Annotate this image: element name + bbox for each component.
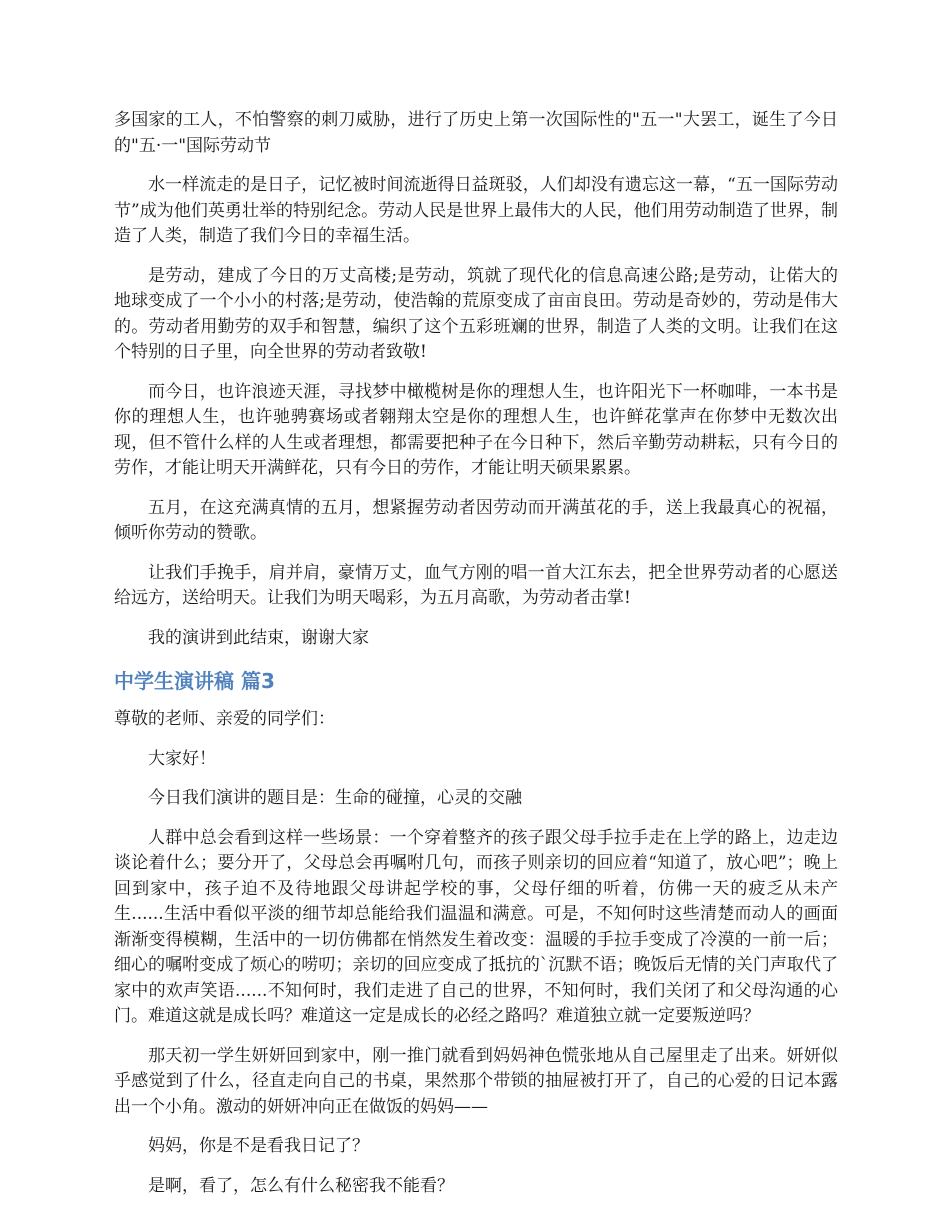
document-page xyxy=(114,108,838,1213)
section-before xyxy=(114,108,838,651)
paragraph: 今日我们演讲的题目是：生命的碰撞，心灵的交融 xyxy=(148,788,522,808)
paragraph: 妈妈，你是不是看我日记了？ xyxy=(148,1136,369,1156)
paragraph: 大家好！ xyxy=(148,748,216,769)
paragraph: 我的演讲到此结束，谢谢大家 xyxy=(148,627,369,648)
paragraph: 水一样流走的是日子，记忆被时间流逝得日益斑驳，人们却没有遗忘这一幕，“五一国际劳动节”成为他们英勇壮举的特别纪念。劳动人民是世界上最伟大的人民，他们用劳动制造了世界，制造了人类，制造了我们今日的幸福生活。 xyxy=(114,175,838,246)
paragraph: 而今日，也许浪迹天涯，寻找梦中橄榄树是你的理想人生，也许阳光下一杯咖啡，一本书是你的理想人生，也许驰骋赛场或者翱翔太空是你的理想人生，也许鲜花掌声在你梦中无数次出现，但不管什么样的人生或者理想，都需要把种子在今日种下，然后辛勤劳动耕耘，只有今日的劳作，才能让明天开满鲜花，只有今日的劳作，才能让明天硕果累累。 xyxy=(114,381,838,478)
section-heading: 中学生演讲稿 篇3 xyxy=(114,669,275,693)
paragraph: 多国家的工人，不怕警察的刺刀威胁，进行了历史上第一次国际性的"五一"大罢工，诞生了今日的"五·一"国际劳动节 xyxy=(114,110,838,156)
paragraph: 尊敬的老师、亲爱的同学们： xyxy=(114,709,335,729)
paragraph: 人群中总会看到这样一些场景：一个穿着整齐的孩子跟父母手拉手走在上学的路上，边走边谈论着什么；要分开了，父母总会再嘱咐几句，而孩子则亲切的回应着“知道了，放心吧”；晚上回到家中，孩子迫不及待地跟父母讲起学校的事，父母仔细的听着，仿佛一天的疲乏从未产生......生活中看似平淡的细节却总能给我们温温和满意。可是，不知何时这些清楚而动人的画面渐渐变得模糊，生活中的一切仿佛都在悄然发生着改变：温暖的手拉手变成了冷漠的一前一后；细心的嘱咐变成了烦心的唠叨；亲切的回应变成了抵抗的`沉默不语；晚饭后无情的关门声取代了家中的欢声笑语......不知何时，我们走进了自己的世界，不知何时，我们关闭了和父母沟通的心门。难道这就是成长吗？难道这一定是成长的必经之路吗？难道独立就一定要叛逆吗？ xyxy=(114,827,838,1026)
paragraph: 那天初一学生妍妍回到家中，刚一推门就看到妈妈神色慌张地从自己屋里走了出来。妍妍似乎感觉到了什么，径直走向自己的书桌，果然那个带锁的抽屉被打开了，自己的心爱的日记本露出一个小角。激动的妍妍冲向正在做饭的妈妈—— xyxy=(114,1045,838,1117)
section-after xyxy=(114,707,838,1199)
paragraph: 五月，在这充满真情的五月，想紧握劳动者因劳动而开满茧花的手，送上我最真心的祝福，倾听你劳动的赞歌。 xyxy=(114,497,838,543)
paragraph: 是啊，看了，怎么有什么秘密我不能看？ xyxy=(148,1175,454,1196)
paragraph: 让我们手挽手，肩并肩，豪情万丈，血气方刚的唱一首大江东去，把全世界劳动者的心愿送给远方，送给明天。让我们为明天喝彩，为五月高歌，为劳动者击掌! xyxy=(114,562,838,608)
paragraph: 是劳动，建成了今日的万丈高楼;是劳动，筑就了现代化的信息高速公路;是劳动，让偌大的地球变成了一个小小的村落;是劳动，使浩翰的荒原变成了亩亩良田。劳动是奇妙的，劳动是伟大的。劳动者用勤劳的双手和智慧，编织了这个五彩班斓的世界，制造了人类的文明。让我们在这个特别的日子里，向全世界的劳动者致敬! xyxy=(114,265,838,362)
